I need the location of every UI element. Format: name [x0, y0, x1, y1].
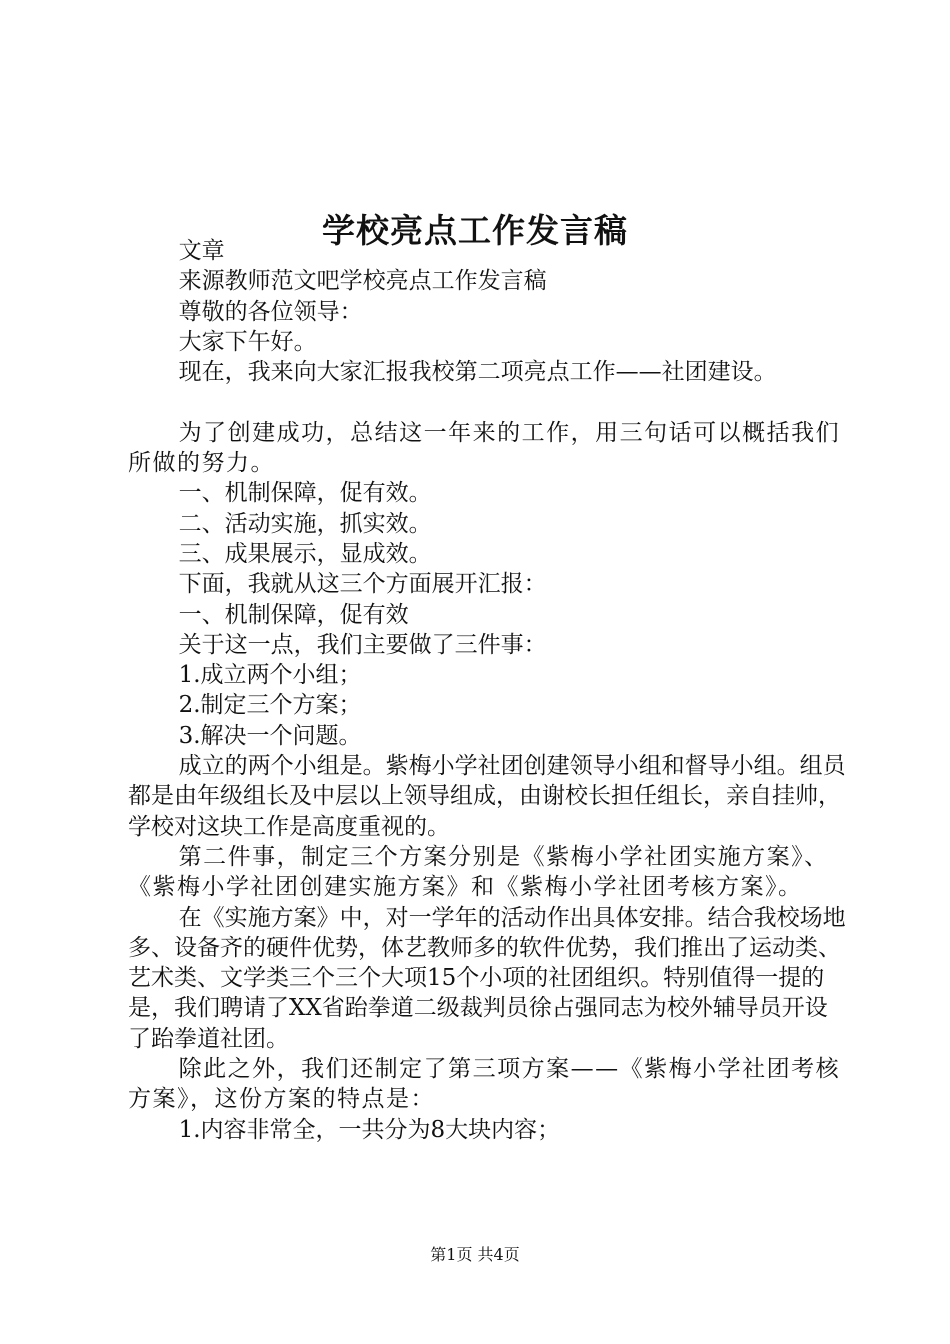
paragraph: 第二件事，制定三个方案分别是《紫梅小学社团实施方案》、《紫梅小学社团创建实施方案》和《紫梅小学社团考核方案》。: [128, 843, 829, 901]
section-heading: 一、机制保障，促有效: [178, 601, 409, 628]
list-item: 1.成立两个小组；: [178, 662, 362, 689]
paragraph: 来源教师范文吧学校亮点工作发言稿: [178, 268, 547, 295]
page-footer: 第1页 共4页: [430, 1245, 520, 1264]
page-title: 学校亮点工作发言稿: [322, 211, 628, 251]
paragraph: 三、成果展示，显成效。: [178, 540, 432, 567]
paragraph: 大家下午好。: [178, 328, 317, 355]
paragraph: 成立的两个小组是。紫梅小学社团创建领导小组和督导小组。组员都是由年级组长及中层以上领导组成，由谢校长担任组长，亲自挂帅，学校对这块工作是高度重视的。: [128, 753, 846, 840]
paragraph: 二、活动实施，抓实效。: [178, 510, 432, 537]
blank-line: [128, 387, 850, 417]
paragraph: 关于这一点，我们主要做了三件事：: [178, 631, 547, 658]
paragraph: 在《实施方案》中，对一学年的活动作出具体安排。结合我校场地多、设备齐的硬件优势，体艺教师多的软件优势，我们推出了运动类、艺术类、文学类三个三个大项15个小项的社团组织。特别值得一提的是，我们聘请了XX省跆拳道二级裁判员徐占强同志为校外辅导员开设了跆拳道社团。: [128, 904, 846, 1052]
paragraph: 除此之外，我们还制定了第三项方案——《紫梅小学社团考核方案》，这份方案的特点是：: [128, 1056, 841, 1113]
list-item: 2.制定三个方案；: [178, 692, 362, 719]
paragraph: 现在，我来向大家汇报我校第二项亮点工作——社团建设。: [178, 359, 777, 386]
list-item: 1.内容非常全，一共分为8大块内容；: [178, 1116, 561, 1143]
paragraph: 文章: [178, 238, 225, 264]
paragraph: 一、机制保障，促有效。: [178, 480, 432, 507]
paragraph: 下面，我就从这三个方面展开汇报：: [178, 571, 547, 598]
list-item: 3.解决一个问题。: [178, 722, 362, 749]
paragraph: 为了创建成功，总结这一年来的工作，用三句话可以概括我们所做的努力。: [128, 419, 841, 477]
document-body: [128, 236, 850, 1145]
paragraph: 尊敬的各位领导：: [178, 298, 363, 325]
